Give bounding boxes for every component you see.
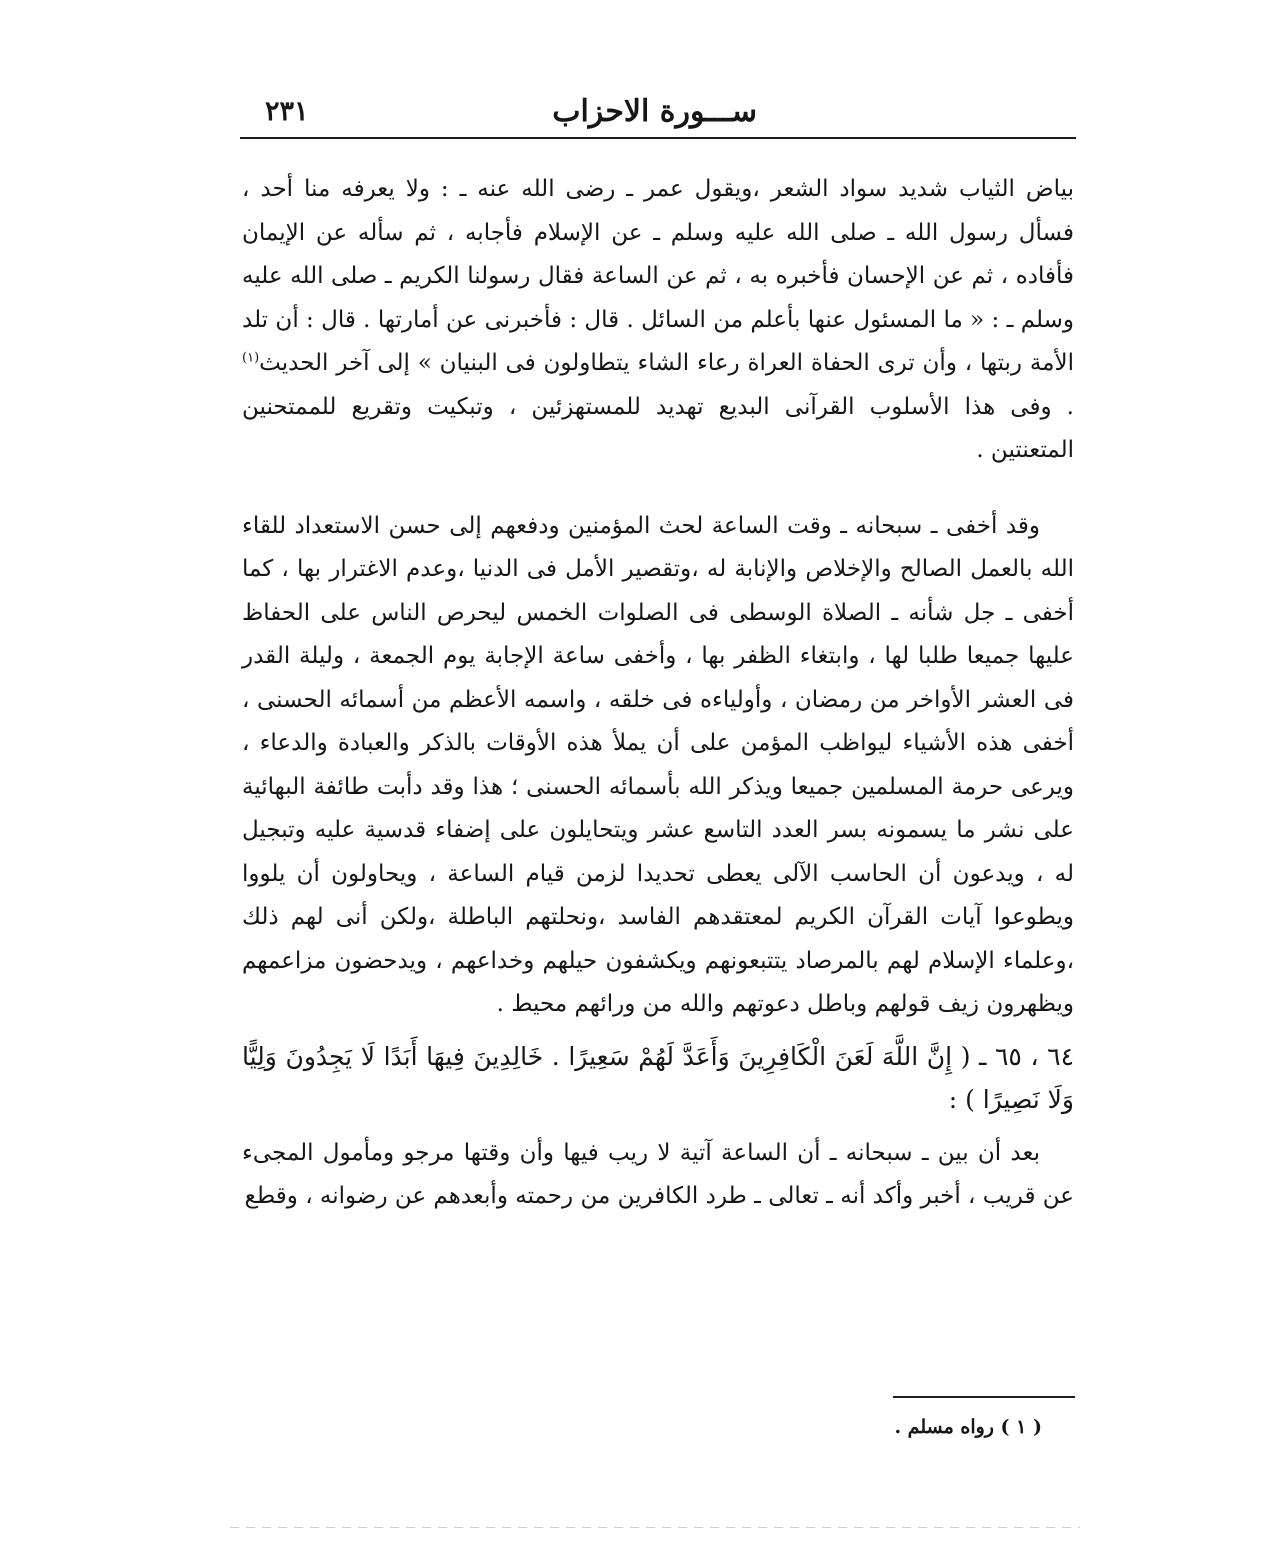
footnote-divider — [893, 1396, 1075, 1398]
page-header — [245, 88, 1075, 136]
header-divider — [240, 137, 1076, 139]
page-number: ٢٣١ — [265, 96, 309, 127]
paragraph-1-text: بياض الثياب شديد سواد الشعر ،ويقول عمر ـ رضى الله عنه ـ : ولا يعرفه منا أحد ، فسأل رسول الله ـ صلى الله عليه وسلم ـ عن الإسلام فأجابه ، ثم سأله عن الإيمان فأفاده ، ثم عن الإحسان فأخبره به ، ثم عن الساعة فقال رسولنا الكريم ـ صلى الله عليه وسلم ـ : « ما المسئول عنها بأعلم من السائل . قال : فأخبرنى عن أمارتها . قال : أن تلد الأمة ربتها ، وأن ترى الحفاة العراة رعاء الشاء يتطاولون فى البنيان » إلى آخر الحديث — [242, 176, 1074, 376]
paragraph-1 — [242, 168, 1074, 473]
paragraph-1-tail: . وفى هذا الأسلوب القرآنى البديع تهديد للمستهزئين ، وتبكيت وتقريع للممتحنين المتعنتين . — [242, 393, 1074, 463]
surah-title: ســـورة الاحزاب — [552, 94, 757, 129]
verse-heading: ٦٤ ، ٦٥ ـ ( إِنَّ اللَّهَ لَعَنَ الْكَافِرِينَ وَأَعَدَّ لَهُمْ سَعِيرًا . خَالِدِينَ فِيهَا أَبَدًا لَا يَجِدُونَ وَلِيًّا وَلَا نَصِيرًا ) : — [242, 1041, 1074, 1114]
scan-artifact-line — [230, 1527, 1080, 1528]
body-text — [242, 168, 1074, 1219]
paragraph-2: وقد أخفى ـ سبحانه ـ وقت الساعة لحث المؤمنين ودفعهم إلى حسن الاستعداد للقاء الله بالعمل الصالح والإخلاص والإنابة له ،وتقصير الأمل فى الدنيا ،وعدم الاغترار بها ، كما أخفى ـ جل شأنه ـ الصلاة الوسطى فى الصلوات الخمس ليحرص الناس على الحفاظ عليها جميعا طلبا لها ، وابتغاء الظفر بها ، وأخفى ساعة الإجابة يوم الجمعة ، وليلة القدر فى العشر الأواخر من رمضان ، وأولياءه فى خلقه ، واسمه الأعظم من أسمائه الحسنى ، أخفى هذه الأشياء ليواظب المؤمن على أن يملأ هذه الأوقات بالذكر والعبادة والدعاء ، ويرعى حرمة المسلمين جميعا ويذكر الله بأسمائه الحسنى ؛ هذا وقد دأبت طائفة البهائية على نشر ما يسمونه بسر العدد التاسع عشر ويتحايلون على إضفاء قدسية عليه وتبجيل له ، ويدعون أن الحاسب الآلى يعطى تحديدا لزمن قيام الساعة ، ويحاولون أن يلووا ويطوعوا آيات القرآن الكريم لمعتقدهم الفاسد ،ونحلتهم الباطلة ،ولكن أنى لهم ذلك ،وعلماء الإسلام لهم بالمرصاد يتتبعونهم ويكشفون حيلهم وخداعهم ، ويدحضون مزاعمهم ويظهرون زيف قولهم وباطل دعوتهم والله من ورائهم محيط . — [242, 512, 1074, 1017]
footnote-marker: (١) — [242, 350, 260, 366]
paragraph-3: بعد أن بين ـ سبحانه ـ أن الساعة آتية لا ريب فيها وأن وقتها مرجو ومأمول المجىء عن قريب ، أخبر وأكد أنه ـ تعالى ـ طرد الكافرين من رحمته وأبعدهم عن رضوانه ، وقطع — [242, 1139, 1074, 1209]
footnote: ( ١ ) رواه مسلم . — [894, 1416, 1042, 1438]
